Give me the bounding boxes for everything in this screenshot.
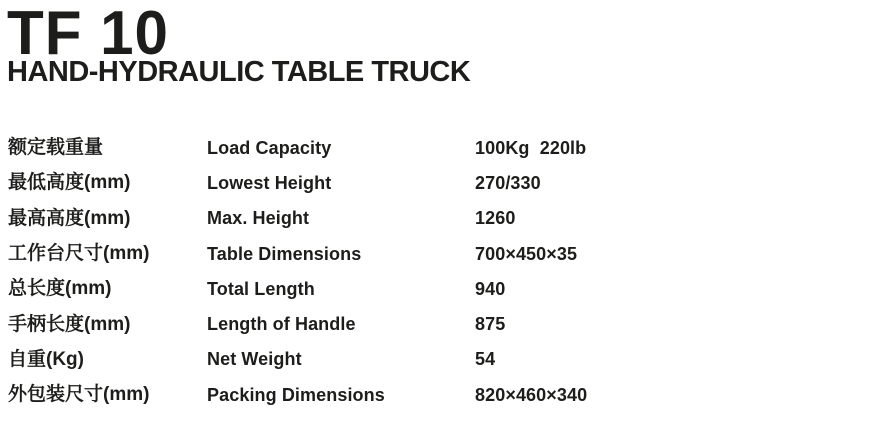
product-name-title: HAND-HYDRAULIC TABLE TRUCK bbox=[7, 56, 471, 88]
spec-label-en: Length of Handle bbox=[207, 314, 356, 335]
spec-value: 820×460×340 bbox=[475, 384, 588, 405]
spec-label-cn: 最高高度(mm) bbox=[8, 207, 131, 229]
spec-label-cn: 外包装尺寸(mm) bbox=[8, 384, 150, 406]
spec-label-en: Total Length bbox=[207, 278, 315, 299]
spec-value: 700×450×35 bbox=[475, 243, 578, 264]
spec-label-cn: 额定载重量 bbox=[8, 137, 104, 159]
product-model-logo: TF 10 bbox=[7, 0, 169, 68]
spec-label-cn: 手柄长度(mm) bbox=[8, 313, 131, 335]
spec-label-cn: 自重(Kg) bbox=[8, 348, 84, 370]
spec-label-cn: 工作台尺寸(mm) bbox=[8, 243, 150, 265]
spec-label-en: Load Capacity bbox=[207, 137, 332, 158]
spec-label-cn: 总长度(mm) bbox=[8, 278, 112, 300]
spec-label-en: Table Dimensions bbox=[207, 243, 362, 264]
spec-value: 270/330 bbox=[475, 172, 541, 193]
spec-label-en: Net Weight bbox=[207, 349, 302, 370]
spec-value: 1260 bbox=[475, 208, 516, 229]
spec-label-en: Packing Dimensions bbox=[207, 384, 385, 405]
spec-label-cn: 最低高度(mm) bbox=[8, 172, 131, 194]
spec-value: 54 bbox=[475, 349, 496, 370]
spec-table bbox=[8, 130, 768, 412]
spec-label-en: Lowest Height bbox=[207, 172, 332, 193]
spec-value: 875 bbox=[475, 314, 506, 335]
spec-label-en: Max. Height bbox=[207, 208, 310, 229]
spec-value: 940 bbox=[475, 278, 506, 299]
spec-value: 100Kg 220lb bbox=[475, 137, 587, 158]
